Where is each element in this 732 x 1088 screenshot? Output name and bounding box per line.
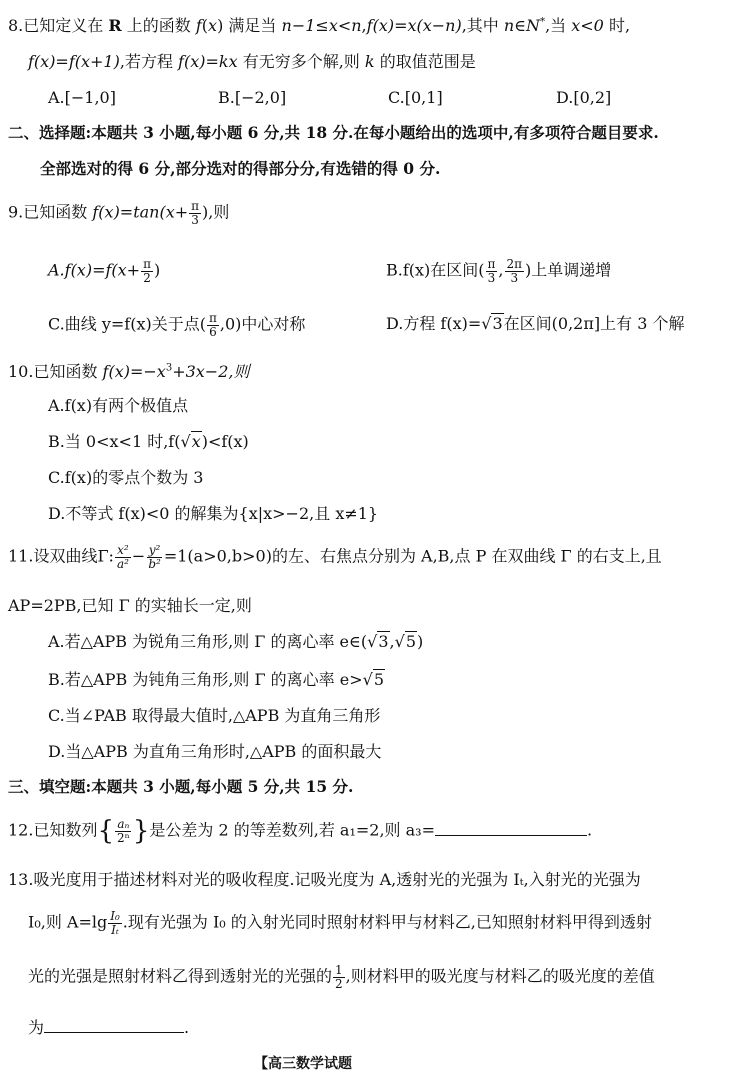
q8-equation: f(x)=kx (178, 52, 238, 71)
q9-frac-2pi-3: $\frac{2\pi}{3}$ (506, 257, 523, 285)
q9-a-text: A.f(x)=f(x+ (48, 260, 141, 280)
q8-text: ,当 (545, 16, 567, 35)
q11-option-d: D.当△APB 为直角三角形时,△APB 的面积最大 (48, 742, 382, 761)
q9-frac-pi-3: $\frac{\pi}{3}$ (487, 257, 496, 285)
q8-text: 满足当 (228, 16, 277, 35)
q11-frac-y2-b2: $\frac{\text{y²}}{\text{b²}}$ (148, 543, 161, 571)
q8-k: k (364, 52, 375, 71)
q10-text: 10.已知函数 (8, 362, 98, 381)
section-2-title: 二、选择题:本题共 3 小题,每小题 6 分,共 18 分.在每小题给出的选项中,有多项符合题目要求. (8, 123, 659, 142)
q12-text: 12.已知数列 (8, 820, 98, 840)
q13-text: I₀,则 A=lg (28, 912, 108, 932)
q13-frac-I0-It: $\frac{\text{I₀}}{\text{Iₜ}}$ (110, 909, 120, 937)
q9-text: ),则 (202, 202, 230, 222)
q11-line2: AP=2PB,已知 Γ 的实轴长一定,则 (8, 596, 252, 615)
q9-option-a (48, 258, 160, 284)
q8-condition: n−1≤x<n (281, 16, 362, 35)
q11-text: 11.设双曲线Γ: (8, 546, 114, 566)
q11-a-paren: ) (417, 632, 424, 651)
q10-stem (8, 362, 249, 381)
q11-option-c: C.当∠PAB 取得最大值时,△APB 为直角三角形 (48, 706, 381, 725)
q9-d-text: D.方程 f(x)= (386, 314, 482, 333)
q13-text: 为 (28, 1018, 45, 1037)
q10-option-c: C.f(x)的零点个数为 3 (48, 468, 204, 487)
q9-stem (8, 200, 229, 226)
q9-sqrt3: √3 (481, 314, 503, 333)
q8-function-def: f(x)=x(x−n) (366, 16, 462, 35)
q10-sqrt-x: √x (180, 432, 201, 451)
q12-answer-blank[interactable] (435, 835, 587, 836)
q11-sqrt3: √3 (367, 632, 389, 651)
q11-frac-x2-a2: $\frac{\text{x²}}{\text{a²}}$ (116, 543, 129, 571)
q9-a-paren: ) (153, 260, 161, 280)
q11-stem (8, 544, 662, 570)
q9-frac-pi-2: $\frac{\pi}{2}$ (143, 257, 151, 285)
q8-text: 时, (608, 16, 631, 35)
q9-b-text: )上单调递增 (525, 260, 612, 280)
q12-period: . (586, 820, 593, 840)
q8-x-lt-0: x<0 (571, 16, 604, 35)
q11-option-b (48, 670, 385, 689)
q13-period: . (184, 1018, 190, 1037)
q9-b-comma: , (498, 260, 504, 280)
q11-text: =1(a>0,b>0)的左、右焦点分别为 A,B,点 P 在双曲线 Γ 的右支上,且 (163, 546, 662, 566)
q8-periodic: f(x)=f(x+1) (28, 52, 120, 71)
q8-option-c: C.[0,1] (388, 88, 443, 107)
q13-line3 (28, 964, 655, 990)
q8-star: * (540, 16, 546, 28)
q13-text: 光的光强是照射材料乙得到透射光的光强的 (28, 966, 333, 986)
q10-cube: 3 (165, 362, 173, 374)
q8-option-b: B.[−2,0] (218, 88, 287, 107)
q13-text: .现有光强为 I₀ 的入射光同时照射材料甲与材料乙,已知照射材料甲得到透射 (122, 912, 652, 932)
section-2-note: 全部选对的得 6 分,部分选对的得部分分,有选错的得 0 分. (40, 159, 441, 178)
q9-d-text: 在区间(0,2π]上有 3 个解 (503, 314, 685, 333)
q8-text: 有无穷多个解,则 (242, 52, 360, 71)
q10-option-b (48, 432, 249, 451)
q8-text: 上的函数 (126, 16, 191, 35)
section-3-title: 三、填空题:本题共 3 小题,每小题 5 分,共 15 分. (8, 777, 354, 796)
q10-option-a: A.f(x)有两个极值点 (48, 396, 189, 415)
q8-text: ,若方程 (119, 52, 173, 71)
q12-frac-an-2n: $\frac{\text{aₙ}}{\text{2ⁿ}}$ (117, 817, 130, 845)
q8-line2 (28, 52, 476, 71)
q11-a-comma: , (389, 632, 395, 651)
footer-label: 【高三数学试题 (254, 1056, 352, 1072)
q12-brace-right: } (132, 816, 150, 847)
q8-text: ,其中 (461, 16, 499, 35)
q13-line4 (28, 1018, 189, 1037)
q8-R: R (108, 16, 122, 35)
q8-option-d: D.[0,2] (556, 88, 612, 107)
q10-function: f(x)=−x (102, 362, 166, 381)
q11-sqrt5: √5 (362, 670, 385, 689)
q8-comma: , (361, 16, 367, 35)
q10-b-text: B.当 0<x<1 时,f( (48, 432, 181, 451)
q8-text: 的取值范围是 (379, 52, 476, 71)
q9-function: f(x)=tan(x+ (92, 202, 189, 222)
q13-text: ,则材料甲的吸光度与材料乙的吸光度的差值 (345, 966, 655, 986)
q9-c-text: ,0)中心对称 (219, 314, 306, 334)
q9-option-d (386, 314, 684, 333)
q13-line1: 13.吸光度用于描述材料对光的吸收程度.记吸光度为 A,透射光的光强为 Iₜ,入射光的光强为 (8, 870, 641, 889)
q11-sqrt5: √5 (394, 632, 416, 651)
q12-stem (8, 816, 593, 847)
q11-minus: − (131, 546, 146, 566)
q9-option-c (48, 312, 305, 338)
q13-line2 (28, 910, 652, 936)
q12-text: 是公差为 2 的等差数列,若 a₁=2,则 a₃= (149, 820, 435, 840)
q9-b-text: B.f(x)在区间( (386, 260, 485, 280)
q11-a-text: A.若△APB 为锐角三角形,则 Γ 的离心率 e∈( (48, 632, 368, 651)
q8-n-in-N: n∈N (503, 16, 541, 35)
q9-frac-pi-6: $\frac{\pi}{6}$ (208, 311, 217, 339)
q13-frac-half: $\frac{1}{2}$ (335, 963, 343, 991)
q9-text: 9.已知函数 (8, 202, 88, 222)
q8-option-a: A.[−1,0] (48, 88, 116, 107)
q10-option-d: D.不等式 f(x)<0 的解集为{x|x>−2,且 x≠1} (48, 504, 379, 523)
q12-brace-left: { (97, 816, 114, 847)
q10-b-text: )<f(x) (201, 432, 249, 451)
q11-b-text: B.若△APB 为钝角三角形,则 Γ 的离心率 e> (48, 670, 363, 689)
q13-answer-blank[interactable] (44, 1032, 184, 1033)
q9-c-text: C.曲线 y=f(x)关于点( (48, 314, 206, 334)
q10-text: +3x−2,则 (172, 362, 250, 381)
q9-option-b (386, 258, 611, 284)
q8-line1: 8.已知定义在 R 上的函数 f(x) 满足当 n−1≤x<n,f(x)=x(x−n),其中 n∈N*,当 x<0 时, (8, 16, 631, 35)
q9-frac-pi-3: $\frac{\pi}{3}$ (191, 199, 200, 227)
q11-option-a (48, 632, 423, 651)
q8-text: 8.已知定义在 (8, 16, 104, 35)
